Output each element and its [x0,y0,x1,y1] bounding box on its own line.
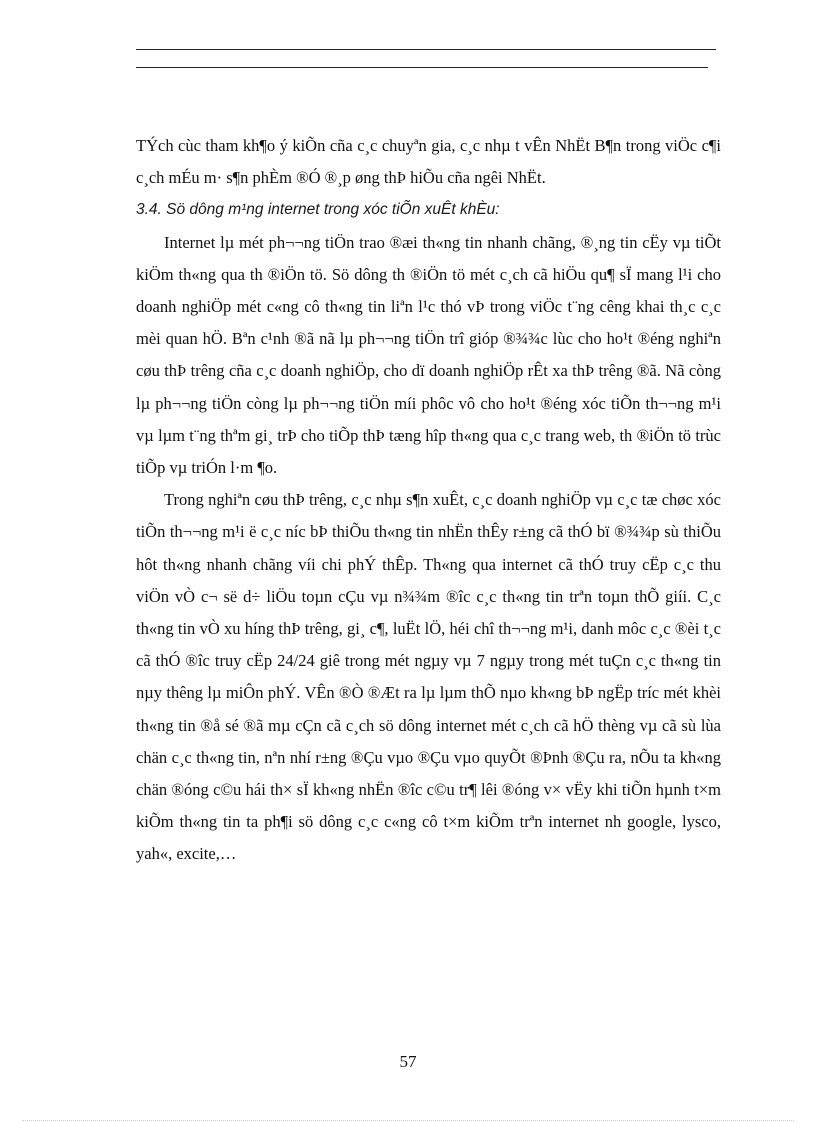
header-rule-bottom [136,67,708,68]
page-bottom-border [22,1120,794,1121]
paragraph-intro: TÝch cùc tham kh¶o ý kiÕn cña c¸c chuyªn gia, c¸c nhµ t vÊn NhËt B¶n trong viÖc c¶i c¸ch mÉu m· s¶n phÈm ®Ó ®¸p øng thÞ hiÕu cña ngêi NhËt. [136,136,721,188]
document-body [136,130,721,871]
section-heading: 3.4. Sö dông m¹ng internet trong xóc tiÕn xuÊt khÈu: [136,201,500,219]
paragraph-internet: Internet lµ mét ph¬¬ng tiÖn trao ®æi th«ng tin nhanh chãng, ®¸ng tin cËy vµ tiÕt kiÖm th«ng qua th ®iÖn tö. Sö dông th ®iÖn tö mét c¸ch cã hiÖu qu¶ sÏ mang l¹i cho doanh nghiÖp mét c«ng cô th«ng tin liªn l¹c thó vÞ trong viÖc t¨ng cêng khai th¸c c¸c mèi quan hÖ. Bªn c¹nh ®ã nã lµ ph¬¬ng tiÖn trî gióp ®¾¾c lùc cho ho¹t ®éng nghiªn cøu thÞ trêng cña c¸c doanh nghiÖp, cho dï doanh nghiÖp rÊt xa thÞ trêng ®ã. Nã còng lµ ph¬¬ng tiÖn còng lµ ph¬¬ng tiÖn míi phôc vô cho ho¹t ®éng xóc tiÕn th¬¬ng m¹i vµ lµm t¨ng thªm gi¸ trÞ cho tiÕp thÞ tæng hîp th«ng qua c¸c trang web, th ®iÖn tö trùc tiÕp vµ triÓn l·m ¶o. [136,232,721,478]
header-rule-top [136,49,716,50]
page-number: 57 [399,1052,417,1071]
paragraph-research: Trong nghiªn cøu thÞ trêng, c¸c nhµ s¶n xuÊt, c¸c doanh nghiÖp vµ c¸c tæ chøc xóc tiÕn th¬¬ng m¹i ë c¸c níc bÞ thiÕu th«ng tin nhËn thÊy r±ng cã thÓ bï ®¾¾p sù thiÕu hôt th«ng nhanh chãng víi chi phÝ thÊp. Th«ng qua internet cã thÓ truy cËp c¸c thu viÖn vÒ c¬ së d÷ liÖu toµn cÇu vµ n¾¾m ®îc c¸c th«ng tin trªn toµn thÕ giíi. C¸c th«ng tin vÒ xu híng thÞ trêng, gi¸ c¶, luËt lÖ, héi chî th¬¬ng m¹i, danh môc c¸c ®èi t¸c cã thÓ ®îc truy cËp 24/24 giê trong mét ngµy vµ 7 ngµy trong mét tuÇn c¸c th«ng tin nµy thêng lµ miÔn phÝ. VÊn ®Ò ®Æt ra lµ lµm thÕ nµo kh«ng bÞ ngËp tríc mét khèi th«ng tin ®å sé ®ã mµ cÇn cã c¸ch sö dông internet mét c¸ch cã hÖ thèng vµ cã sù lùa chän c¸c th«ng tin, nªn nhí r±ng ®Çu vµo ®Çu vµo quyÕt ®Þnh ®Çu ra, nÕu ta kh«ng chän ®óng c©u hái th× sÏ kh«ng nhËn ®îc c©u tr¶ lêi ®óng v× vËy khi tiÕn hµnh t×m kiÕm th«ng tin ta ph¶i sö dông c¸c c«ng cô t×m kiÕm trªn internet nh google, lysco, yah«, excite,… [136,490,721,864]
